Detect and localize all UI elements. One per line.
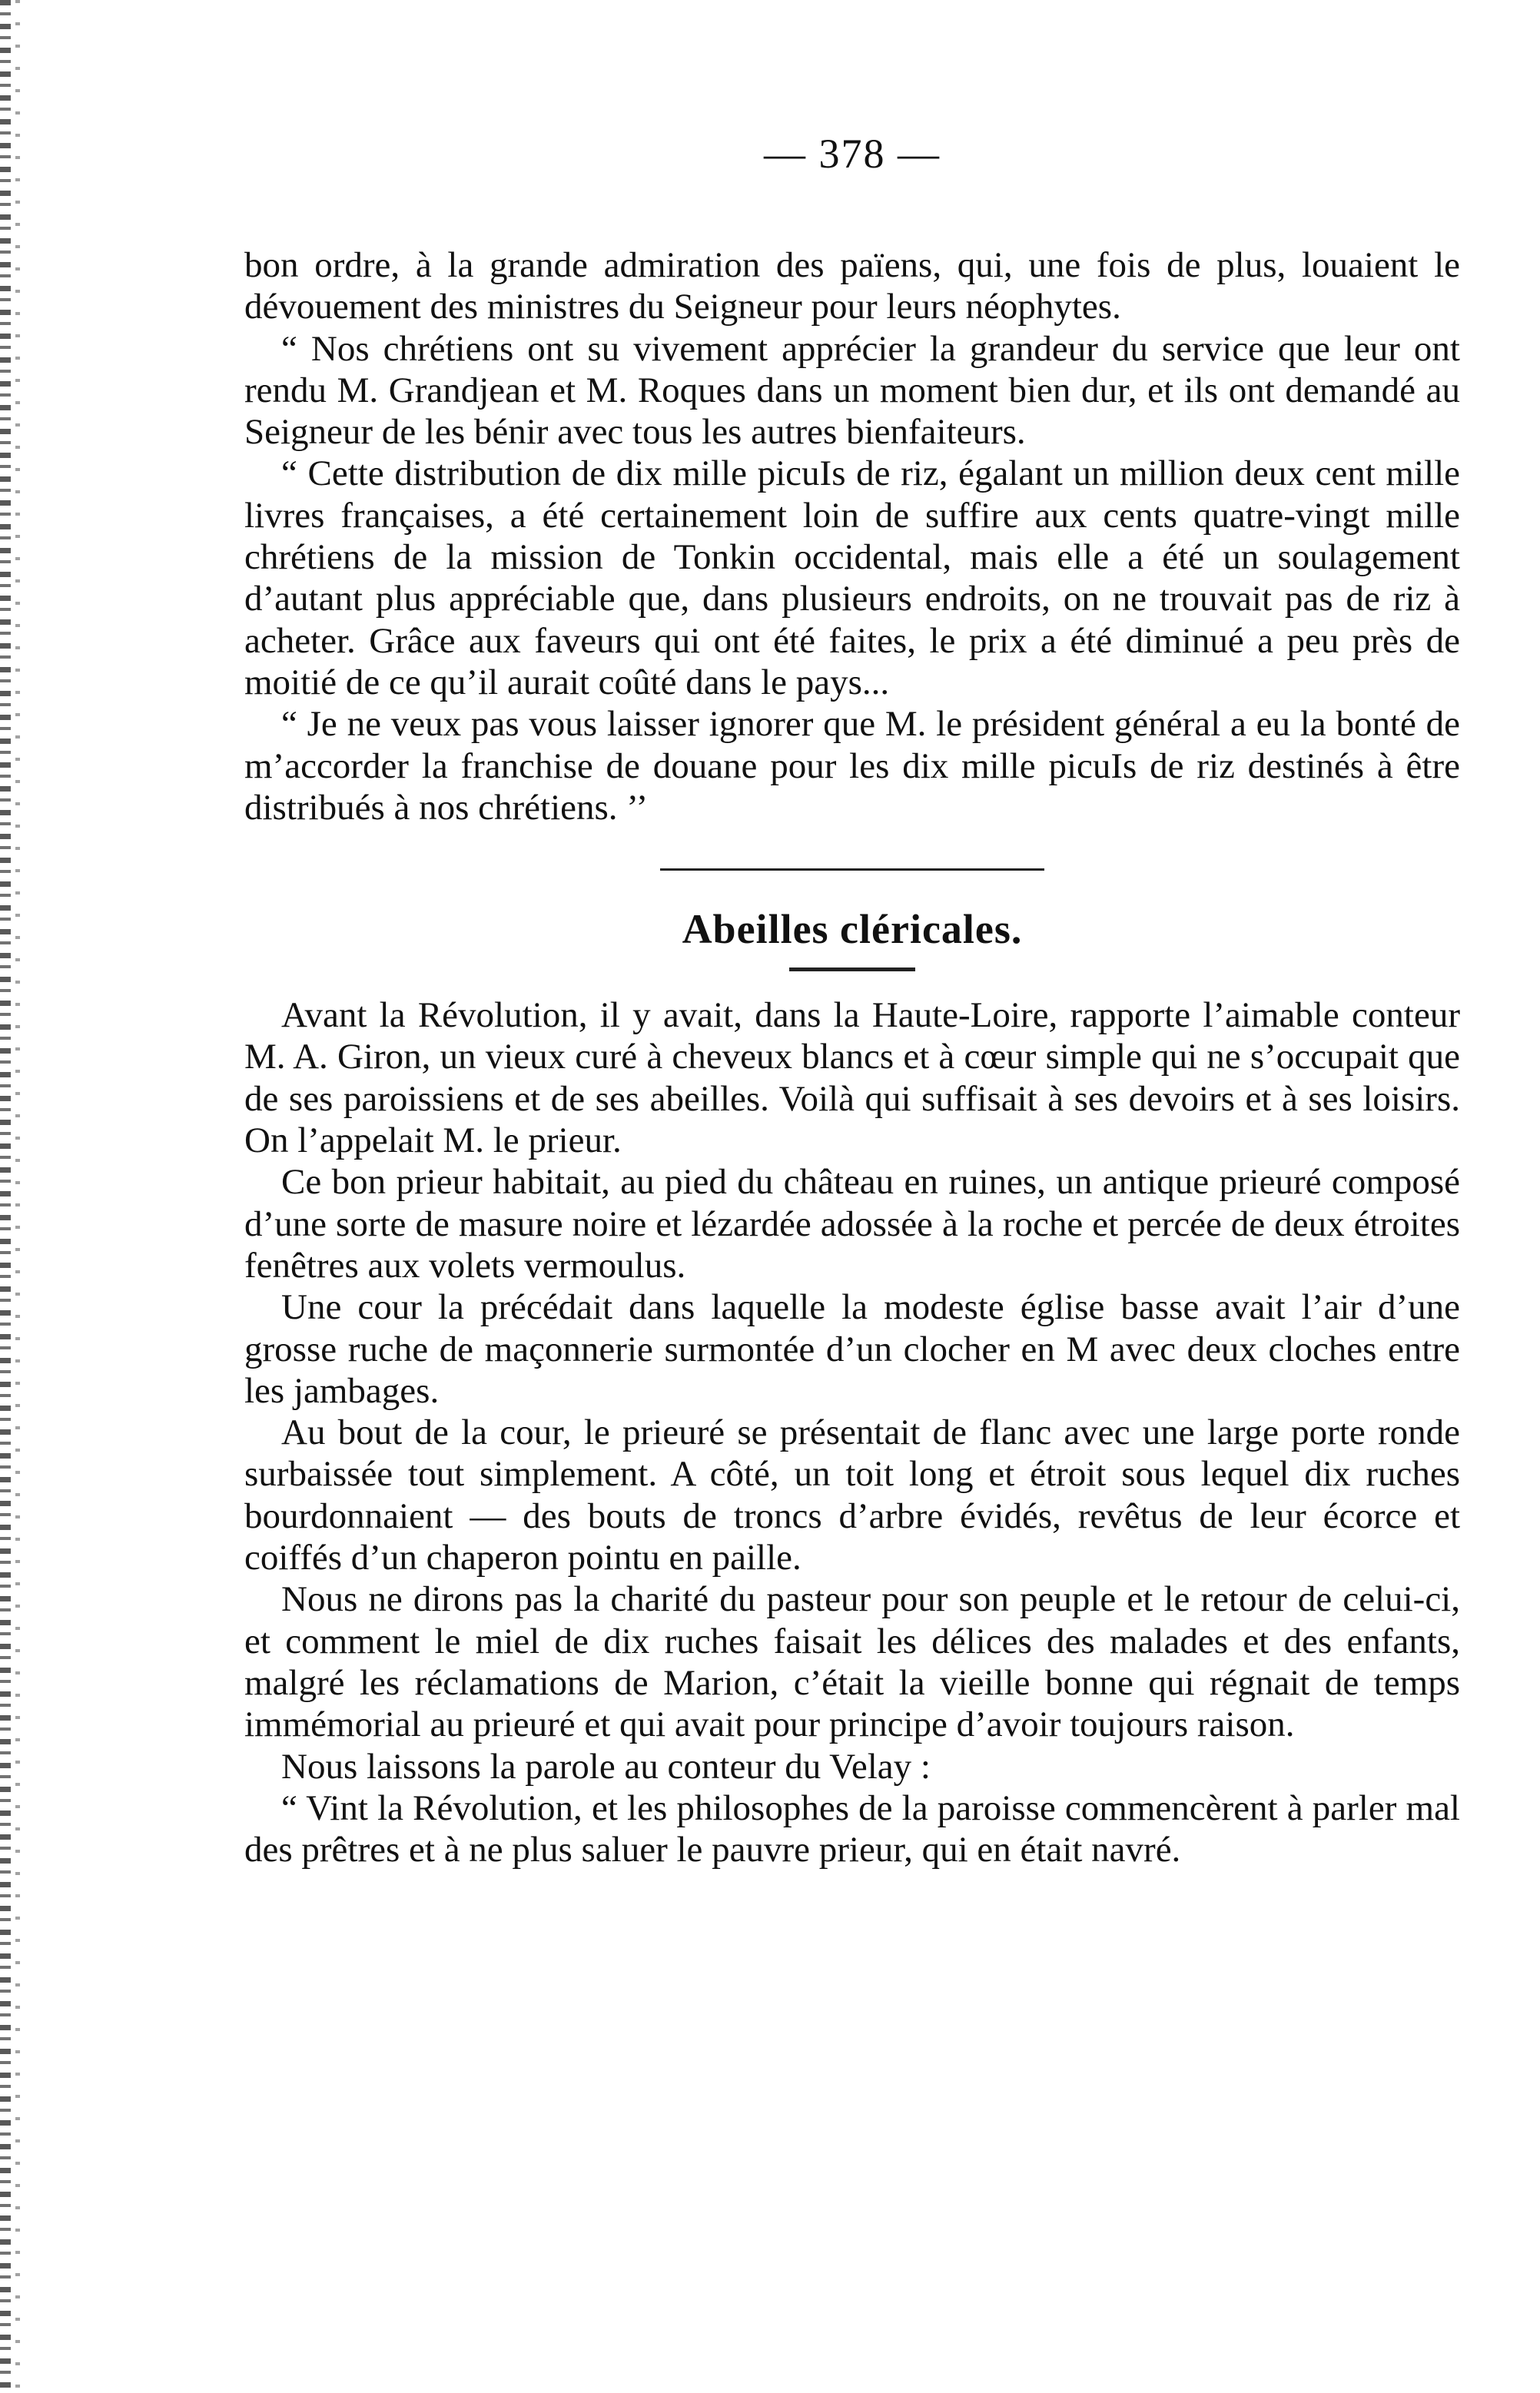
- paragraph-vint-revolution: “ Vint la Révolution, et les philosophes de la paroisse commencèrent à parler mal des prêtres et à ne plus saluer le pauvre prieur, qui en était navré.: [244, 1787, 1460, 1870]
- section-divider: [660, 868, 1044, 871]
- paragraph-cour: Une cour la précédait dans laquelle la modeste église basse avait l’air d’une grosse ruche de maçonnerie surmontée d’un clocher en M avec deux cloches entre les jambages.: [244, 1287, 1460, 1411]
- paragraph-continuation: bon ordre, à la grande admiration des païens, qui, une fois de plus, louaient le dévouement des ministres du Seigneur pour leurs néophytes.: [244, 245, 1460, 327]
- paragraph-prieur-habitait: Ce bon prieur habitait, au pied du château en ruines, un antique prieuré composé d’une sorte de masure noire et lézardée adossée à la roche et percée de deux étroites fenêtres aux volets vermoulus.: [244, 1162, 1460, 1286]
- page: [244, 129, 1460, 1870]
- binding-edge: [0, 0, 11, 2393]
- paragraph-charite: Nous ne dirons pas la charité du pasteur pour son peuple et le retour de celui-ci, et comment le miel de dix ruches faisait les délices des malades et des enfants, malgré les réclamations de Marion, c’était la vieille bonne qui régnait de temps immémorial au prieuré et qui avait pour principe d’avoir toujours raison.: [244, 1579, 1460, 1745]
- section-title: Abeilles cléricales.: [682, 906, 1023, 953]
- paragraph-bout-cour: Au bout de la cour, le prieuré se présentait de flanc avec une large porte ronde surbaissée tout simplement. A côté, un toit long et étroit sous lequel dix ruches bourdonnaient — des bouts de troncs d’arbre évidés, revêtus de leur écorce et coiffés d’un chaperon pointu en paille.: [244, 1412, 1460, 1578]
- title-underline: [789, 967, 915, 971]
- paragraph-chretiens: “ Nos chrétiens ont su vivement apprécier la grandeur du service que leur ont rendu M. Grandjean et M. Roques dans un moment bien dur, et ils ont demandé au Seigneur de les bénir avec tous les autres bienfaiteurs.: [244, 328, 1460, 453]
- paragraph-distribution: “ Cette distribution de dix mille picuIs de riz, égalant un million deux cent mille livres françaises, a été certainement loin de suffire aux cents quatre-vingt mille chrétiens de la mission de Tonkin occidental, mais elle a été un soulagement d’autant plus appréciable que, dans plusieurs endroits, on ne trouvait pas de riz à acheter. Grâce aux faveurs qui ont été faites, le prix a été diminué a peu près de moitié de ce qu’il aurait coûté dans le pays...: [244, 453, 1460, 702]
- paragraph-franchise: “ Je ne veux pas vous laisser ignorer que M. le président général a eu la bonté de m’accorder la franchise de douane pour les dix mille picuIs de riz destinés à être distribués à nos chrétiens. ’’: [244, 704, 1460, 828]
- binding-edge-shadow: [15, 0, 20, 2393]
- paragraph-parole: Nous laissons la parole au conteur du Velay :: [281, 1746, 931, 1787]
- paragraph-revolution-intro: Avant la Révolution, il y avait, dans la Haute-Loire, rapporte l’aimable conteur M. A. Giron, un vieux curé à cheveux blancs et à cœur simple qui ne s’occupait que de ses paroissiens et de ses abeilles. Voilà qui suffisait à ses devoirs et à ses loisirs. On l’appelait M. le prieur.: [244, 995, 1460, 1161]
- page-number: — 378 —: [764, 131, 941, 177]
